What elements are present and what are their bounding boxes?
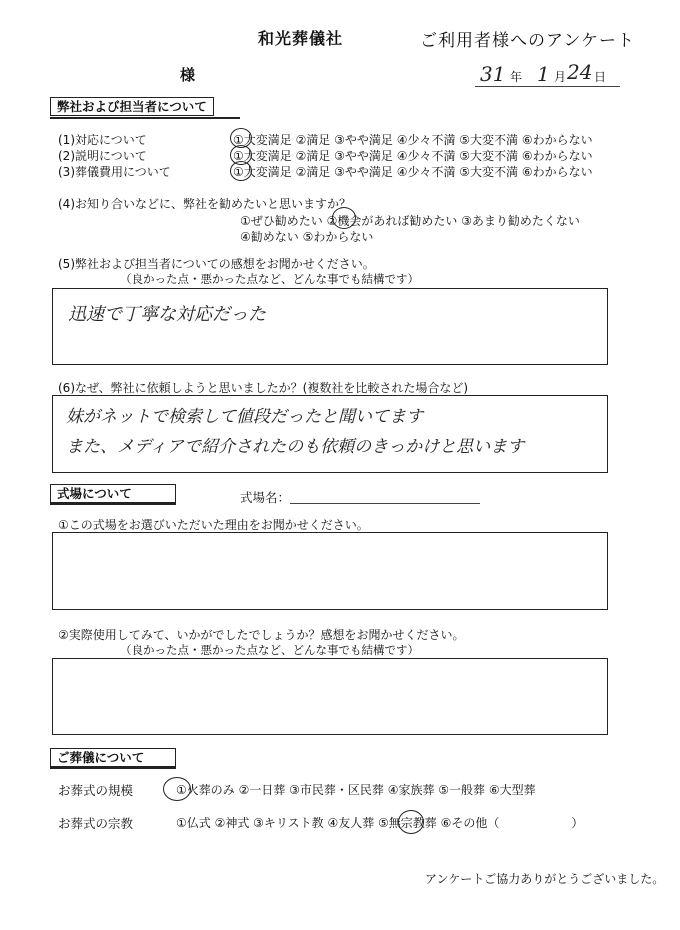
funeral-scale-selected-circle (163, 777, 191, 801)
footer-thanks: アンケートご協力ありがとうございました。 (425, 872, 665, 886)
funeral-religion-options: ①仏式 ②神式 ③キリスト教 ④友人葬 ⑤無宗教葬 ⑥その他（ ） (176, 816, 584, 830)
date-day-label: 日 (594, 70, 607, 84)
q4-options-line1: ①ぜひ勧めたい ②機会があれば勧めたい ③あまり勧めたくない (240, 214, 580, 228)
q3-options: ①大変満足 ②満足 ③やや満足 ④少々不満 ⑤大変不満 ⑥わからない (233, 165, 593, 179)
q6-handwritten-answer-line1: 妹がネットで検索して値段だったと聞いてます (66, 407, 423, 427)
customer-honorific: 様 (180, 66, 196, 84)
q1-options: ①大変満足 ②満足 ③やや満足 ④少々不満 ⑤大変不満 ⑥わからない (233, 133, 593, 147)
q2-label: (2)説明について (58, 149, 147, 163)
section-funeral-heading: ご葬儀について (50, 748, 176, 767)
q5-label: (5)弊社および担当者についての感想をお聞かせください。 (58, 257, 375, 271)
q5-handwritten-answer: 迅速で丁寧な対応だった (68, 304, 266, 325)
q3-selected-circle (230, 161, 252, 181)
section-company-staff-heading: 弊社および担当者について (50, 97, 214, 116)
q5-note: （良かった点・悪かった点など、どんな事でも結構です） (120, 272, 419, 286)
venue-name-label: 式場名： (240, 490, 291, 505)
date-year-handwritten: 31 (480, 62, 506, 86)
funeral-religion-label: お葬式の宗教 (58, 816, 134, 831)
survey-title: ご利用者様へのアンケート (420, 31, 635, 51)
venue-name-field[interactable] (290, 503, 480, 504)
company-name: 和光葬儀社 (258, 29, 344, 48)
q2-options: ①大変満足 ②満足 ③やや満足 ④少々不満 ⑤大変不満 ⑥わからない (233, 149, 593, 163)
funeral-scale-label: お葬式の規模 (58, 783, 134, 798)
date-month-handwritten: 1 (537, 62, 550, 86)
q4-selected-circle (332, 207, 356, 229)
q6-label: (6)なぜ、弊社に依頼しようと思いましたか？(複数社を比較された場合など) (58, 381, 469, 395)
q4-label: (4)お知り合いなどに、弊社を勧めたいと思いますか？ (58, 197, 352, 211)
date-underline (475, 86, 620, 87)
venue-q2-label: ②実際使用してみて、いかがでしたでしょうか？感想をお聞かせください。 (58, 628, 465, 642)
section-venue-heading: 式場について (50, 484, 176, 503)
date-month-label: 月 (554, 70, 567, 84)
funeral-religion-selected-circle (398, 810, 424, 834)
venue-q2-note: （良かった点・悪かった点など、どんな事でも結構です） (120, 643, 419, 657)
q1-label: (1)対応について (58, 133, 147, 147)
date-day-handwritten: 24 (567, 60, 593, 84)
section-heading-underline (50, 117, 240, 119)
funeral-scale-options: ①火葬のみ ②一日葬 ③市民葬・区民葬 ④家族葬 ⑤一般葬 ⑥大型葬 (176, 783, 536, 797)
q3-label: (3)葬儀費用について (58, 165, 171, 179)
date-year-label: 年 (510, 70, 523, 84)
q6-handwritten-answer-line2: また、メディアで紹介されたのも依頼のきっかけと思います (66, 437, 525, 457)
q4-options-line2: ④勧めない ⑤わからない (240, 230, 374, 244)
section-heading-underline (50, 767, 176, 769)
venue-q1-answer-box[interactable] (52, 532, 608, 610)
section-heading-underline (50, 503, 176, 505)
venue-q1-label: ①この式場をお選びいただいた理由をお聞かせください。 (58, 518, 369, 532)
venue-q2-answer-box[interactable] (52, 658, 608, 735)
